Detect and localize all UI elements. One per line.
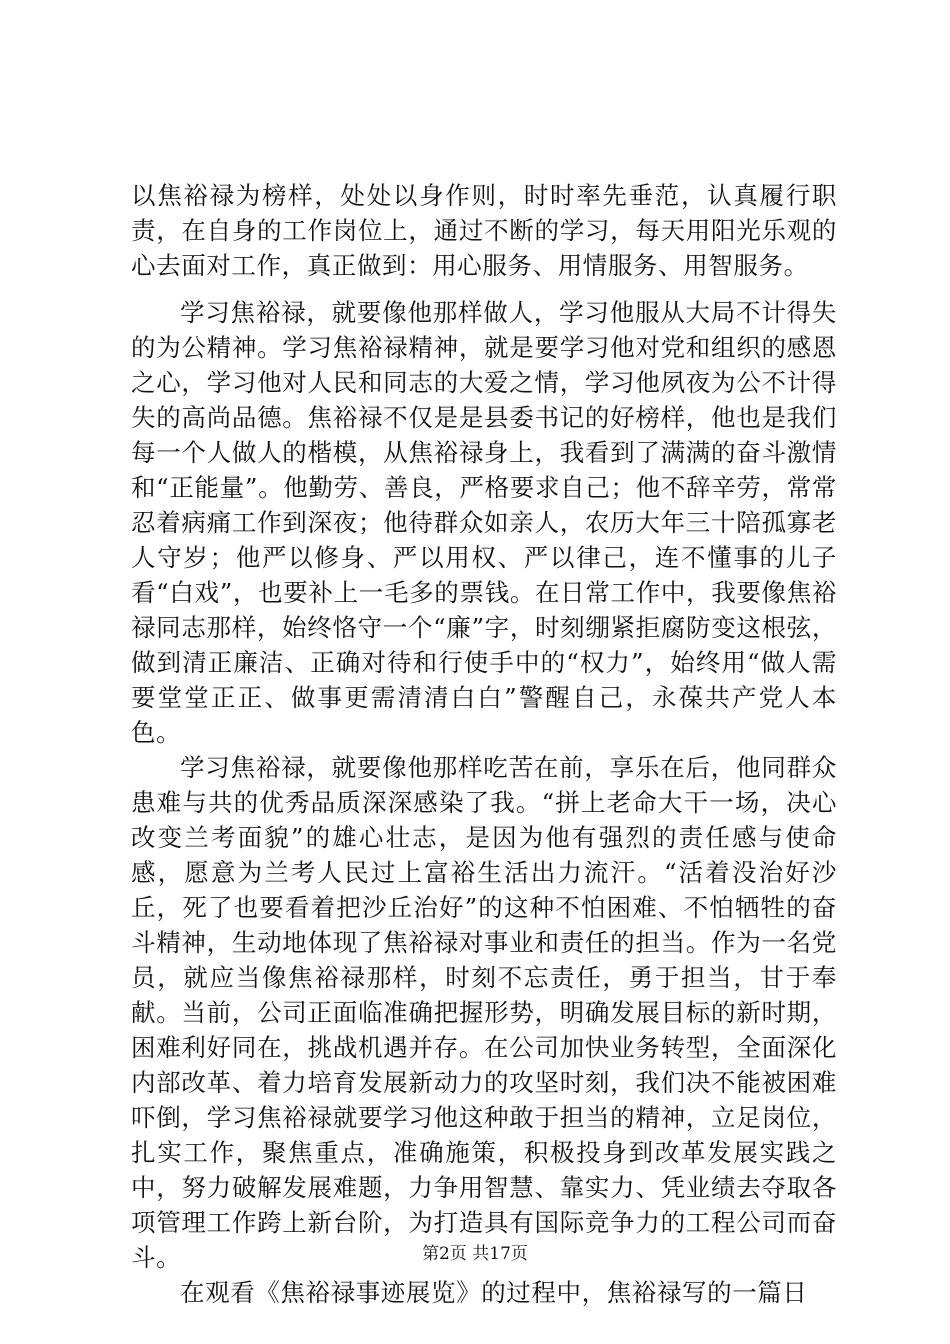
- paragraph-gap: [131, 283, 837, 295]
- paragraph-exhibition: 在观看《焦裕禄事迹展览》的过程中，焦裕禄写的一篇日: [180, 1278, 808, 1307]
- document-body: [131, 178, 837, 1310]
- page-number-footer: 第2页 共17页: [422, 1244, 528, 1264]
- paragraph-hardship-first: 学习焦裕禄，就要像他那样吃苦在前，享乐在后，他同群众患难与共的优秀品质深深感染了我。“拼上老命大干一场，决心改变兰考面貌”的雄心壮志，是因为他有强烈的责任感与使命感，愿意为兰考人民过上富裕生活出力流汗。“活着没治好沙丘，死了也要看着把沙丘治好”的这种不怕困难、不怕牺牲的奋斗精神，生动地体现了焦裕禄对事业和责任的担当。作为一名党员，就应当像焦裕禄那样，时刻不忘责任，勇于担当，甘于奉献。当前，公司正面临准确把握形势，明确发展目标的新时期，困难利好同在，挑战机遇并存。在公司加快业务转型，全面深化内部改革、着力培育发展新动力的攻坚时刻，我们决不能被困难吓倒，学习焦裕禄就要学习他这种敢于担当的精神，立足岗位，扎实工作，聚焦重点，准确施策，积极投身到改革发展实践之中，努力破解发展难题，力争用智慧、靠实力、凭业绩去夺取各项管理工作跨上新台阶，为打造具有国际竞争力的工程公司而奋斗。: [131, 753, 837, 1272]
- paragraph-continuation: 以焦裕禄为榜样，处处以身作则，时时率先垂范，认真履行职责，在自身的工作岗位上，通过不断的学习，每天用阳光乐观的心去面对工作，真正做到：用心服务、用情服务、用智服务。: [131, 181, 837, 280]
- paragraph-learn-to-be-a-person: 学习焦裕禄，就要像他那样做人，学习他服从大局不计得失的为公精神。学习焦裕禄精神，就是要学习他对党和组织的感恩之心，学习他对人民和同志的大爱之情，学习他夙夜为公不计得失的高尚品德。焦裕禄不仅是是县委书记的好榜样，他也是我们每一个人做人的楷模，从焦裕禄身上，我看到了满满的奋斗激情和“正能量”。他勤劳、善良，严格要求自己；他不辞辛劳，常常忍着病痛工作到深夜；他待群众如亲人，农历大年三十陪孤寡老人守岁；他严以修身、严以用权、严以律己，连不懂事的儿子看“白戏”，也要补上一毛多的票钱。在日常工作中，我要像焦裕禄同志那样，始终恪守一个“廉”字，时刻绷紧拒腐防变这根弦，做到清正廉洁、正确对待和行使手中的“权力”，始终用“做人需要堂堂正正、做事更需清清白白”警醒自己，永葆共产党人本色。: [131, 298, 837, 747]
